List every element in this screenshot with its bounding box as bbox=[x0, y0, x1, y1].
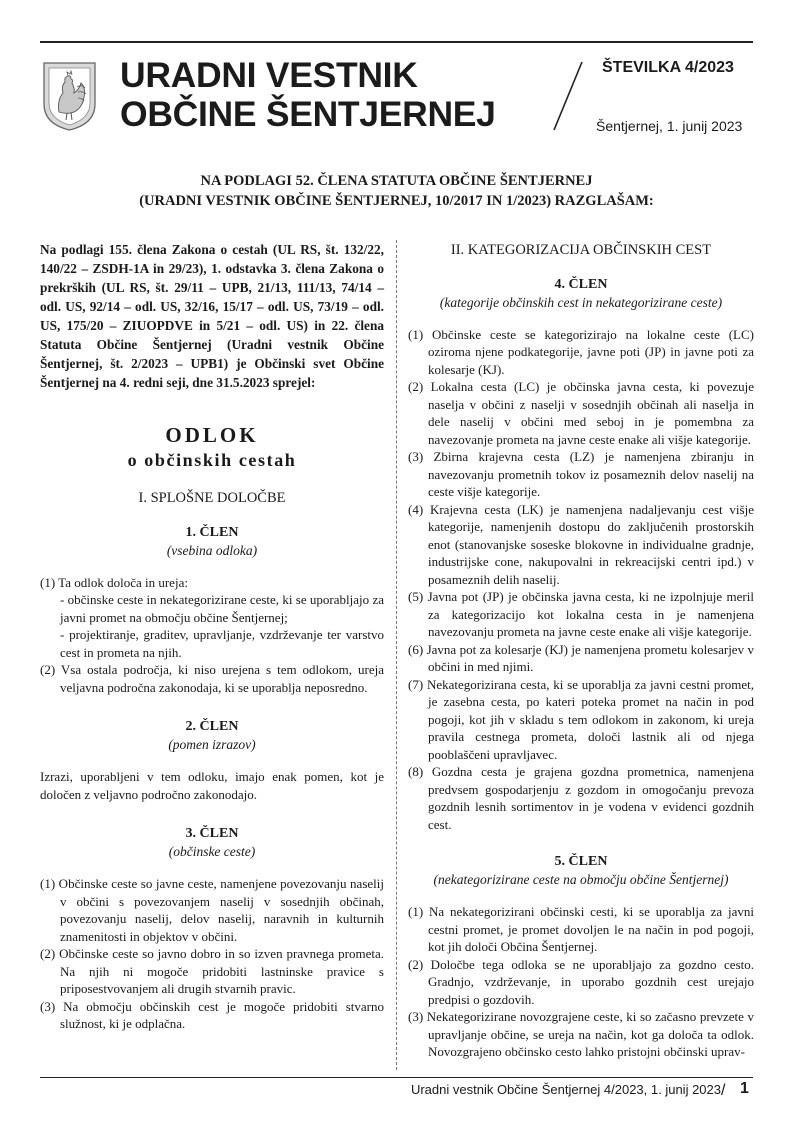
article-5-number: 5. ČLEN bbox=[554, 854, 608, 869]
section-heading-general: I. SPLOŠNE DOLOČBE bbox=[138, 490, 286, 506]
document-subtitle: o občinskih cestah bbox=[127, 450, 297, 470]
article-4-para-6: (6) Javna pot za kolesarje (KJ) je namenjena prometu kolesarjev v občini in med njimi. bbox=[408, 641, 754, 674]
rooster-coat-of-arms-icon bbox=[41, 60, 98, 132]
article-4-number: 4. ČLEN bbox=[554, 276, 608, 292]
article-3-number: 3. ČLEN bbox=[185, 826, 239, 841]
article-3-para-2: (2) Občinske ceste so javno dobro in so izven pravnega prometa. Na njih ni mogoče pridobiti lastninske pravice s priposestvovanjem ali drugih stvarnih pravic. bbox=[40, 946, 384, 996]
issue-date: Šentjernej, 1. junij 2023 bbox=[596, 118, 743, 134]
article-3-para-1: (1) Občinske ceste so javne ceste, namenjene povezovanju naselij v občini s povezovanjem naselij v sosednjih občinah, povezovanju naselij, delov naselij, naravnih in kulturnih znamenitosti in objektov v občini. bbox=[40, 876, 384, 944]
proclamation-line2: (URADNI VESTNIK OBČINE ŠENTJERNEJ, 10/2017 IN 1/2023) RAZGLAŠAM: bbox=[139, 193, 654, 209]
article-1-number: 1. ČLEN bbox=[185, 524, 239, 540]
article-3-title: (občinske ceste) bbox=[168, 844, 256, 859]
masthead-title-line2: OBČINE ŠENTJERNEJ bbox=[120, 94, 496, 134]
article-4-para-7: (7) Nekategorizirana cesta, ki se uporablja za javni cestni promet, je zasebna cesta, po kateri poteka promet na način in pod pogoji, kot jih v skladu s tem odlokom in zakonom, ki ureja pravila cestnega prometa, določi lastnik ali od njega pooblaščeni upravljavec. bbox=[408, 676, 754, 762]
article-5-title: (nekategorizirane ceste na območju občine Šentjernej) bbox=[433, 872, 729, 887]
column-divider bbox=[396, 240, 397, 1070]
article-4-para-1: (1) Občinske ceste se kategorizirajo na lokalne ceste (LC) oziroma njene podkategorije, javne poti (JP) in javne poti za kolesarje (KJ). bbox=[408, 326, 754, 377]
footer-rule bbox=[40, 1077, 753, 1078]
article-4-title: (kategorije občinskih cest in nekategorizirane ceste) bbox=[439, 294, 723, 310]
article-1-bullet-2: - projektiranje, graditev, upravljanje, vzdrževanje ter varstvo cest in prometa na njih. bbox=[60, 627, 384, 660]
masthead-top-rule bbox=[40, 41, 753, 43]
article-1-para-2: (2) Vsa ostala področja, ki niso urejena s tem odlokom, ureja veljavna področna zakonodaja, ki se uporablja neposredno. bbox=[40, 662, 384, 695]
right-column bbox=[408, 240, 754, 1061]
article-4-para-5: (5) Javna pot (JP) je občinska javna cesta, ki ne izpolnjuje meril za kategorizacijo kot lokalna cesta in je namenjena navezovanju prometa na javne ceste enake ali višje kategorije. bbox=[408, 589, 754, 639]
footer-citation: Uradni vestnik Občine Šentjernej 4/2023, 1. junij 2023 bbox=[410, 1082, 721, 1097]
masthead-title bbox=[120, 56, 496, 134]
article-2-para-1: Izrazi, uporabljeni v tem odloku, imajo enak pomen, kot je določen z veljavno področno zakonodajo. bbox=[40, 769, 384, 802]
article-3-para-3: (3) Na območju občinskih cest je mogoče pridobiti stvarno služnost, ki je odplačna. bbox=[40, 998, 384, 1031]
article-5-para-1: (1) Na nekategorizirani občinski cesti, ki se uporablja za javni cestni promet, je promet dovoljen le na način in pod pogoji, kot jih določi Občina Šentjernej. bbox=[408, 904, 754, 954]
article-4-para-2: (2) Lokalna cesta (LC) je občinska javna cesta, ki povezuje naselja v občini z naselji v sosednjih občinah ali naselja in dele naselij v občini med seboj in je pomembna za navezovanje prometa na javne ceste enake ali višje kategorije. bbox=[408, 379, 754, 447]
page-number: 1 bbox=[740, 1080, 749, 1097]
document-title: ODLOK bbox=[165, 423, 259, 447]
proclamation-line1: NA PODLAGI 52. ČLENA STATUTA OBČINE ŠENTJERNEJ bbox=[200, 173, 593, 189]
article-5-para-2: (2) Določbe tega odloka se ne uporabljajo za gozdno cesto. Gradnjo, vzdrževanje, in uporabo gozdnih cest urejajo predpisi o gozdovih. bbox=[408, 956, 754, 1007]
preamble: Na podlagi 155. člena Zakona o cestah (UL RS, št. 132/22, 140/22 – ZSDH-1A in 29/23), 1. odstavka 3. člena Zakona o prekrških (UL RS, št. 29/11 – UPB, 21/13, 111/13, 74/14 – odl. US, 92/14 – odl. US, 32/16, 15/17 – odl. US, 73/19 – odl. US, 175/20 – ZIUOPDVE in 5/21 – odl. US) in 22. člena Statuta Občine Šentjernej (Uradni vestnik Občine Šentjernej, št. 2/2023 – UPB1) je Občinski svet Občine Šentjernej na 4. redni seji, dne 31.5.2023 sprejel: bbox=[40, 242, 384, 390]
issue-number: ŠTEVILKA 4/2023 bbox=[602, 59, 734, 76]
article-1-title: (vsebina odloka) bbox=[166, 542, 258, 558]
article-2-number: 2. ČLEN bbox=[185, 719, 239, 734]
article-4-para-3: (3) Zbirna krajevna cesta (LZ) je namenjena zbiranju in navezovanju prometnih tokov iz posameznih delov naselij na ceste višje kategorije. bbox=[408, 449, 754, 499]
article-4-para-4: (4) Krajevna cesta (LK) je namenjena nadaljevanju cest višje kategorije, namenjenih dostopu do zaključenih prostorskih enot (stanovanjske soseske blokovne in individualne gradnje, industrijske cone, nakupovalni in rekreacijski centri ipd.) v posameznih delih naselij. bbox=[408, 501, 754, 587]
masthead-title-line1: URADNI VESTNIK bbox=[120, 55, 418, 95]
article-5-para-3: (3) Nekategorizirane novozgrajene ceste, ki so začasno prevzete v upravljanje občine, se ureja na način, kot ga določa ta odlok. Novozgrajeno občinsko cesto lahko pristojni občinski uprav- bbox=[408, 1009, 754, 1059]
left-column bbox=[40, 240, 384, 1033]
footer-slash: / bbox=[721, 1082, 726, 1099]
masthead-slash-divider bbox=[552, 60, 584, 132]
article-1-para-1: (1) Ta odlok določa in ureja: bbox=[40, 574, 188, 590]
section-heading-categorization: II. KATEGORIZACIJA OBČINSKIH CEST bbox=[450, 242, 712, 258]
article-4-para-8: (8) Gozdna cesta je grajena gozdna prometnica, namenjena predvsem gospodarjenju z gozdom in omogočanju prevoza gozdnih lesnih sortimentov in je vodena v evidenci gozdnih cest. bbox=[408, 764, 754, 832]
article-1-bullet-1: - občinske ceste in nekategorizirane ceste, ki se uporabljajo za javni promet na območju občine Šentjernej; bbox=[60, 592, 384, 625]
article-2-title: (pomen izrazov) bbox=[168, 737, 256, 752]
